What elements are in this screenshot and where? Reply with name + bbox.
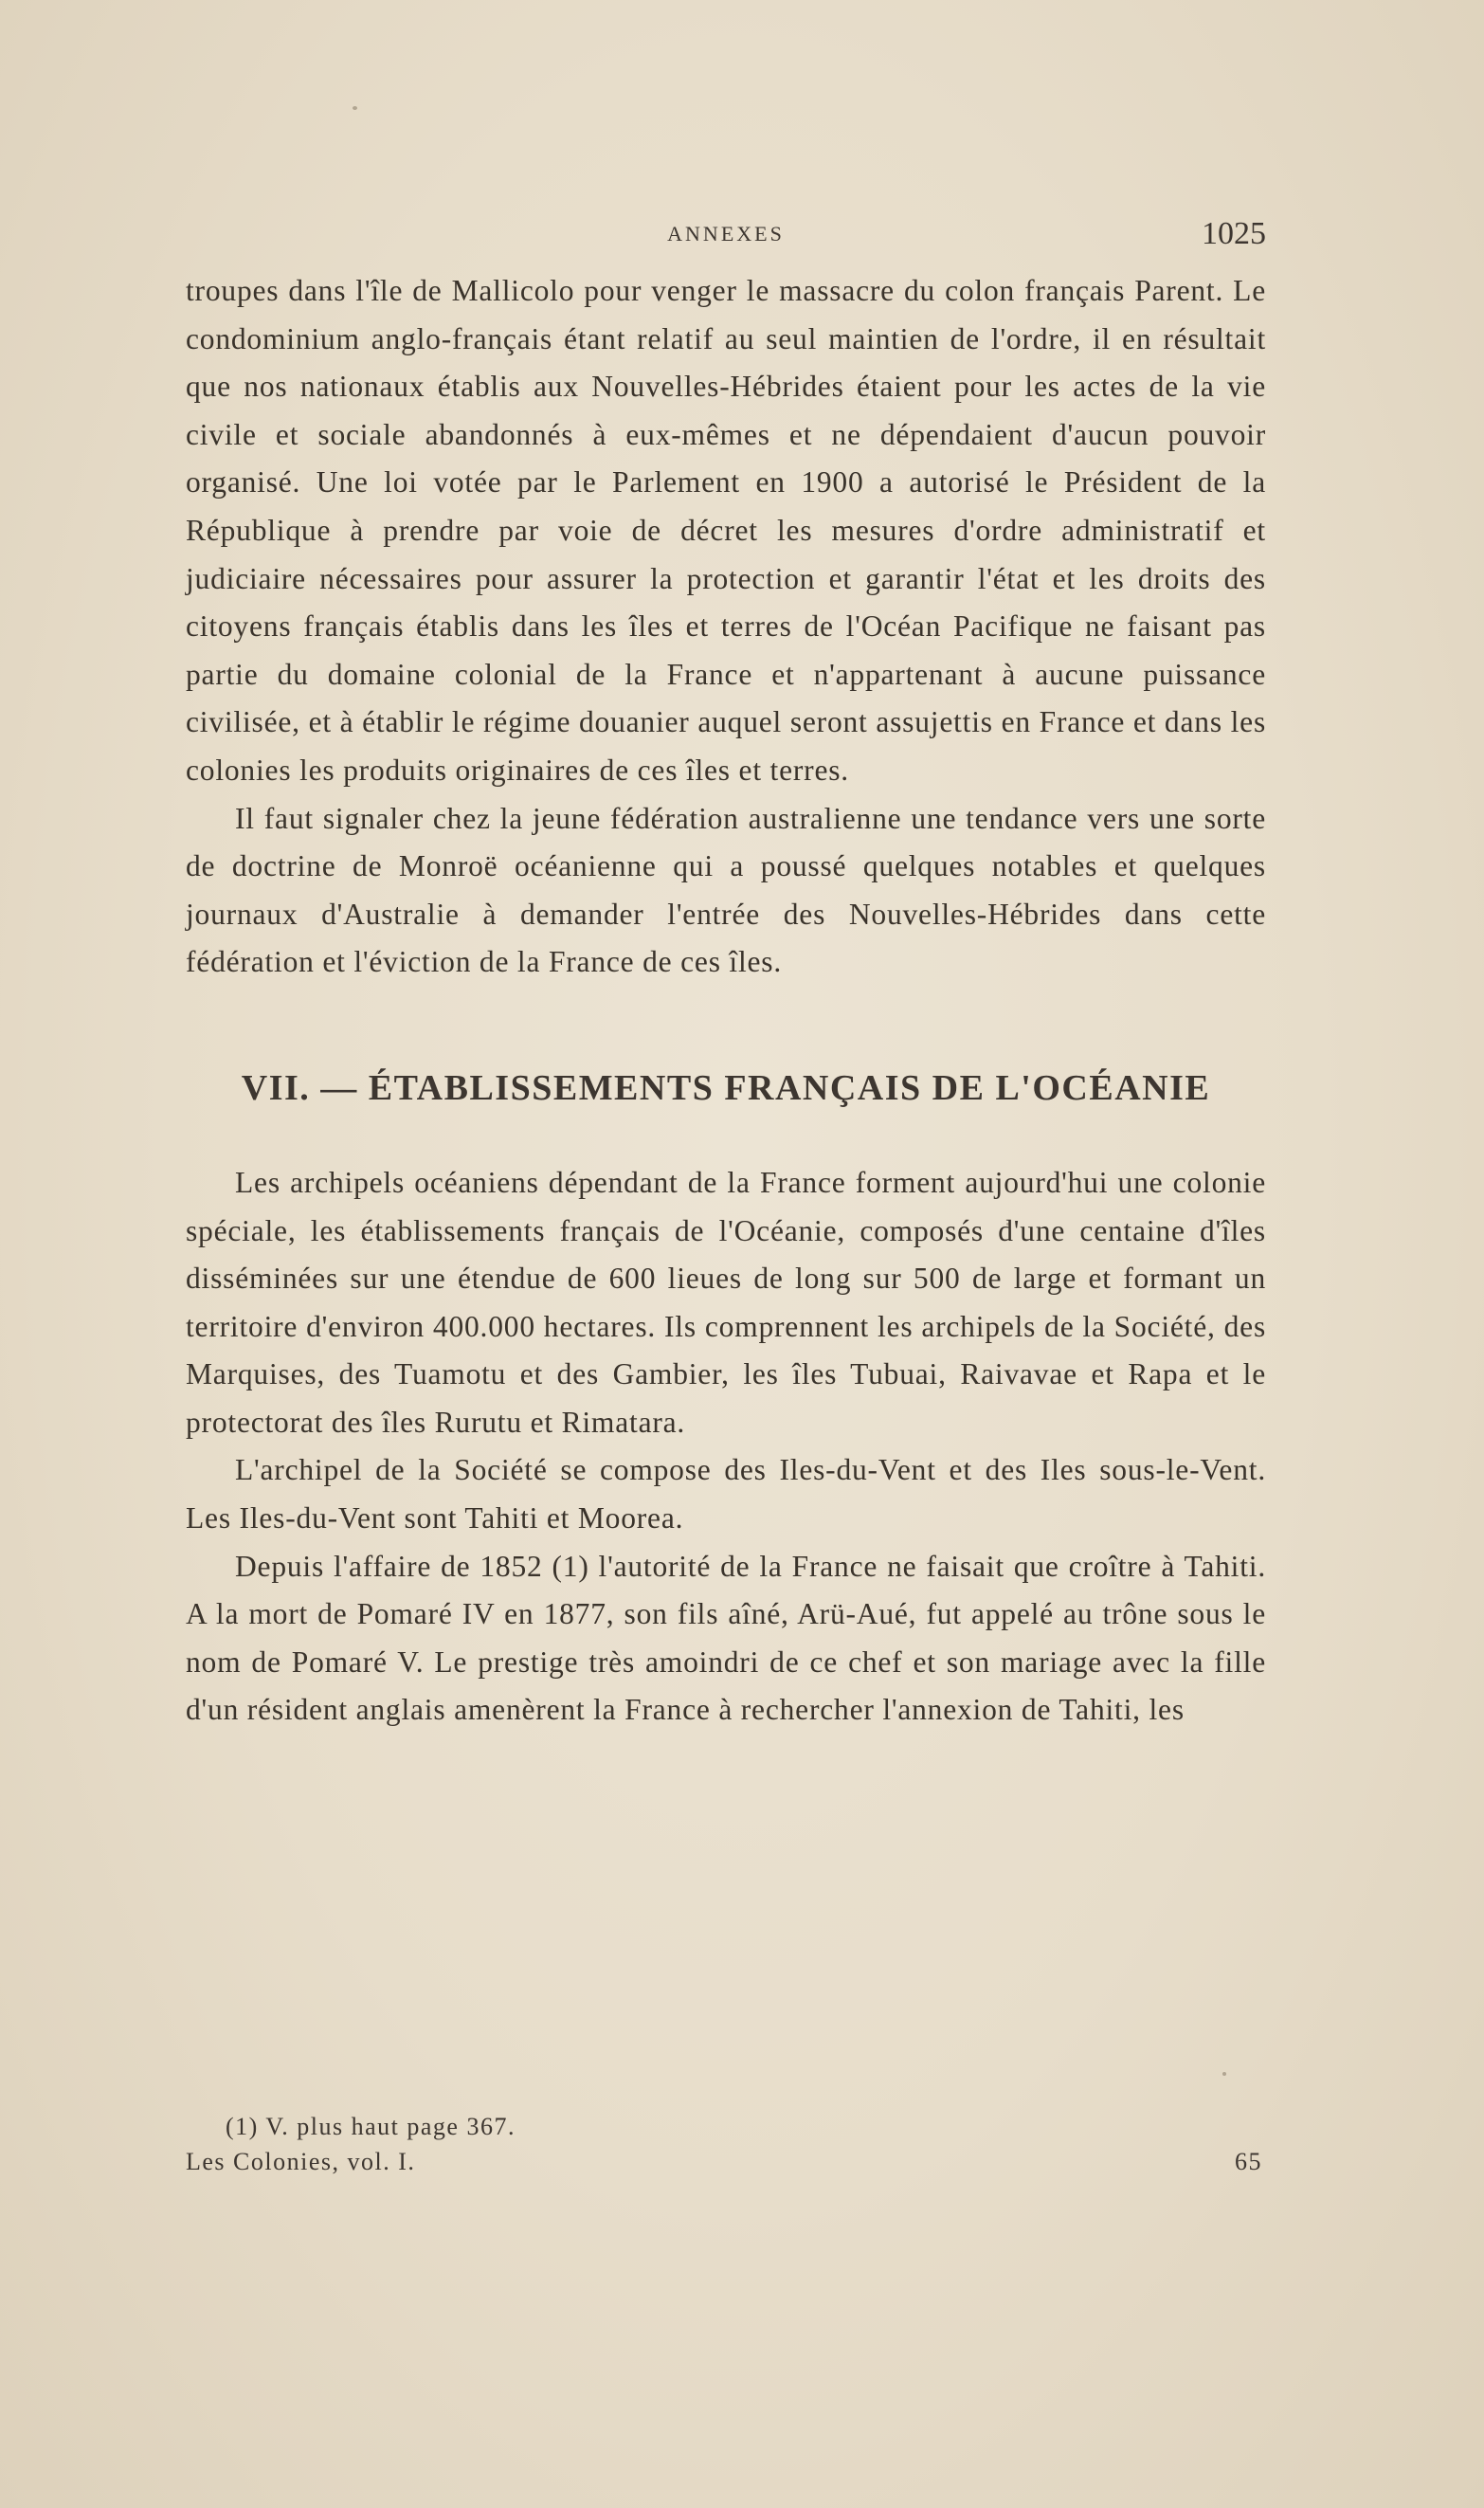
section-title: VII. — ÉTABLISSEMENTS FRANÇAIS DE L'OCÉANIE	[241, 1067, 1211, 1108]
paper-speck	[353, 106, 357, 110]
paper-speck	[1006, 1223, 1009, 1226]
running-header	[186, 216, 1266, 254]
footnote: (1) V. plus haut page 367.	[226, 2113, 516, 2140]
paragraph-society-archipelago: L'archipel de la Société se compose des Iles-du-Vent et des Iles sous-le-Vent. Les Iles-du-Vent sont Tahiti et Moorea.	[186, 1453, 1266, 1536]
paragraph-archipelagos: Les archipels océaniens dépendant de la France forment aujourd'hui une colonie spéciale, les établissements français de l'Océanie, composés d'une centaine d'îles disséminées sur une étendue de 600 lieues de long sur 500 de large et formant un territoire d'environ 400.000 hectares. Ils comprennent les archipels de la Société, des Marquises, des Tuamotu et des Gambier, les îles Tubuai, Raivavae et Rapa et le protectorat des îles Rurutu et Rimatara.	[186, 1165, 1266, 1439]
paragraph-tahiti-history: Depuis l'affaire de 1852 (1) l'autorité de la France ne faisait que croître à Tahiti. A la mort de Pomaré IV en 1877, son fils aîné, Arü-Aué, fut appelé au trône sous le nom de Pomaré V. Le prestige très amoindri de ce chef et son mariage avec la fille d'un résident anglais amenèrent la France à rechercher l'annexion de Tahiti, les	[186, 1549, 1266, 1727]
footnote-area	[186, 2110, 1266, 2182]
signature-title: Les Colonies, vol. I.	[186, 2148, 416, 2175]
signature-line	[186, 2148, 1266, 2182]
page-number: 1025	[1202, 216, 1266, 251]
paragraph-continuation: troupes dans l'île de Mallicolo pour venger le massacre du colon français Parent. Le condominium anglo-français étant relatif au seul maintien de l'ordre, il en résultait que nos nationaux établis aux Nouvelles-Hébrides étaient pour les actes de la vie civile et sociale abandonnés à eux-mêmes et ne dépendaient d'aucun pouvoir organisé. Une loi votée par le Parlement en 1900 a autorisé le Président de la République à prendre par voie de décret les mesures d'ordre administratif et judiciaire nécessaires pour assurer la protection et garantir l'état et les droits des citoyens français établis dans les îles et terres de l'Océan Pacifique ne faisant pas partie du domaine colonial de la France et n'appartenant à aucune puissance civilisée, et à établir le régime douanier auquel seront assujettis en France et dans les colonies les produits originaires de ces îles et terres.	[186, 274, 1266, 787]
paragraph-australian-federation: Il faut signaler chez la jeune fédération australienne une tendance vers une sorte de doctrine de Monroë océanienne qui a poussé quelques notables et quelques journaux d'Australie à demander l'entrée des Nouvelles-Hébrides dans cette fédération et l'éviction de la France de ces îles.	[186, 801, 1266, 979]
running-title: ANNEXES	[667, 222, 785, 245]
signature-number: 65	[1235, 2148, 1262, 2175]
main-text	[186, 267, 1266, 1735]
paper-speck	[1222, 2072, 1226, 2076]
